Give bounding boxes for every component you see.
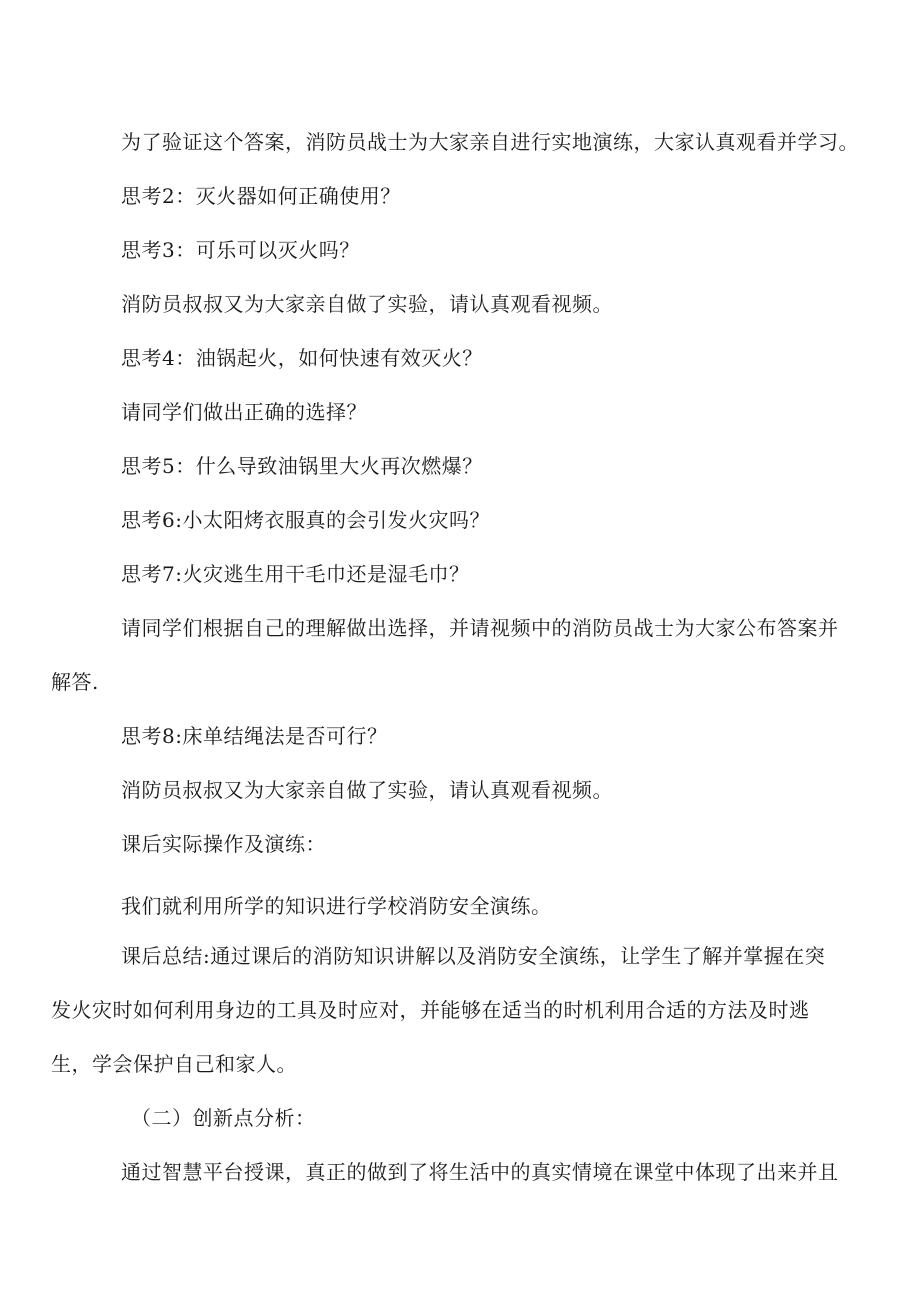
paragraph-line: 生，学会保护自己和家人。 — [51, 1052, 297, 1076]
paragraph-line: 课后实际操作及演练： — [121, 832, 326, 856]
paragraph-line: 思考2：灭火器如何正确使用？ — [121, 184, 401, 208]
paragraph-line: 为了验证这个答案，消防员战士为大家亲自进行实地演练，大家认真观看并学习。 — [121, 130, 859, 154]
paragraph-line: 通过智慧平台授课，真正的做到了将生活中的真实情境在课堂中体现了出来并且 — [121, 1160, 839, 1184]
paragraph-line: 思考4：油锅起火，如何快速有效灭火？ — [121, 346, 483, 370]
paragraph-line: 思考6:小太阳烤衣服真的会引发火灾吗？ — [121, 508, 490, 532]
paragraph-line: 消防员叔叔又为大家亲自做了实验，请认真观看视频。 — [121, 778, 613, 802]
paragraph-line: 请同学们根据自己的理解做出选择，并请视频中的消防员战士为大家公布答案并 — [121, 616, 839, 640]
paragraph-line: 思考7:火灾逃生用干毛巾还是湿毛巾？ — [121, 562, 470, 586]
section-heading: （二）创新点分析： — [131, 1106, 316, 1130]
paragraph-line: 课后总结:通过课后的消防知识讲解以及消防安全演练，让学生了解并掌握在突 — [121, 944, 826, 968]
paragraph-line: 思考5：什么导致油锅里大火再次燃爆？ — [121, 454, 483, 478]
paragraph-line: 发火灾时如何利用身边的工具及时应对，并能够在适当的时机利用合适的方法及时逃 — [51, 998, 810, 1022]
paragraph-line: 思考8:床单结绳法是否可行？ — [121, 724, 388, 748]
paragraph-line: 解答. — [51, 670, 99, 694]
paragraph-line: 我们就利用所学的知识进行学校消防安全演练。 — [121, 894, 552, 918]
paragraph-line: 消防员叔叔又为大家亲自做了实验，请认真观看视频。 — [121, 292, 613, 316]
paragraph-line: 思考3：可乐可以灭火吗？ — [121, 238, 360, 262]
paragraph-line: 请同学们做出正确的选择？ — [121, 400, 367, 424]
